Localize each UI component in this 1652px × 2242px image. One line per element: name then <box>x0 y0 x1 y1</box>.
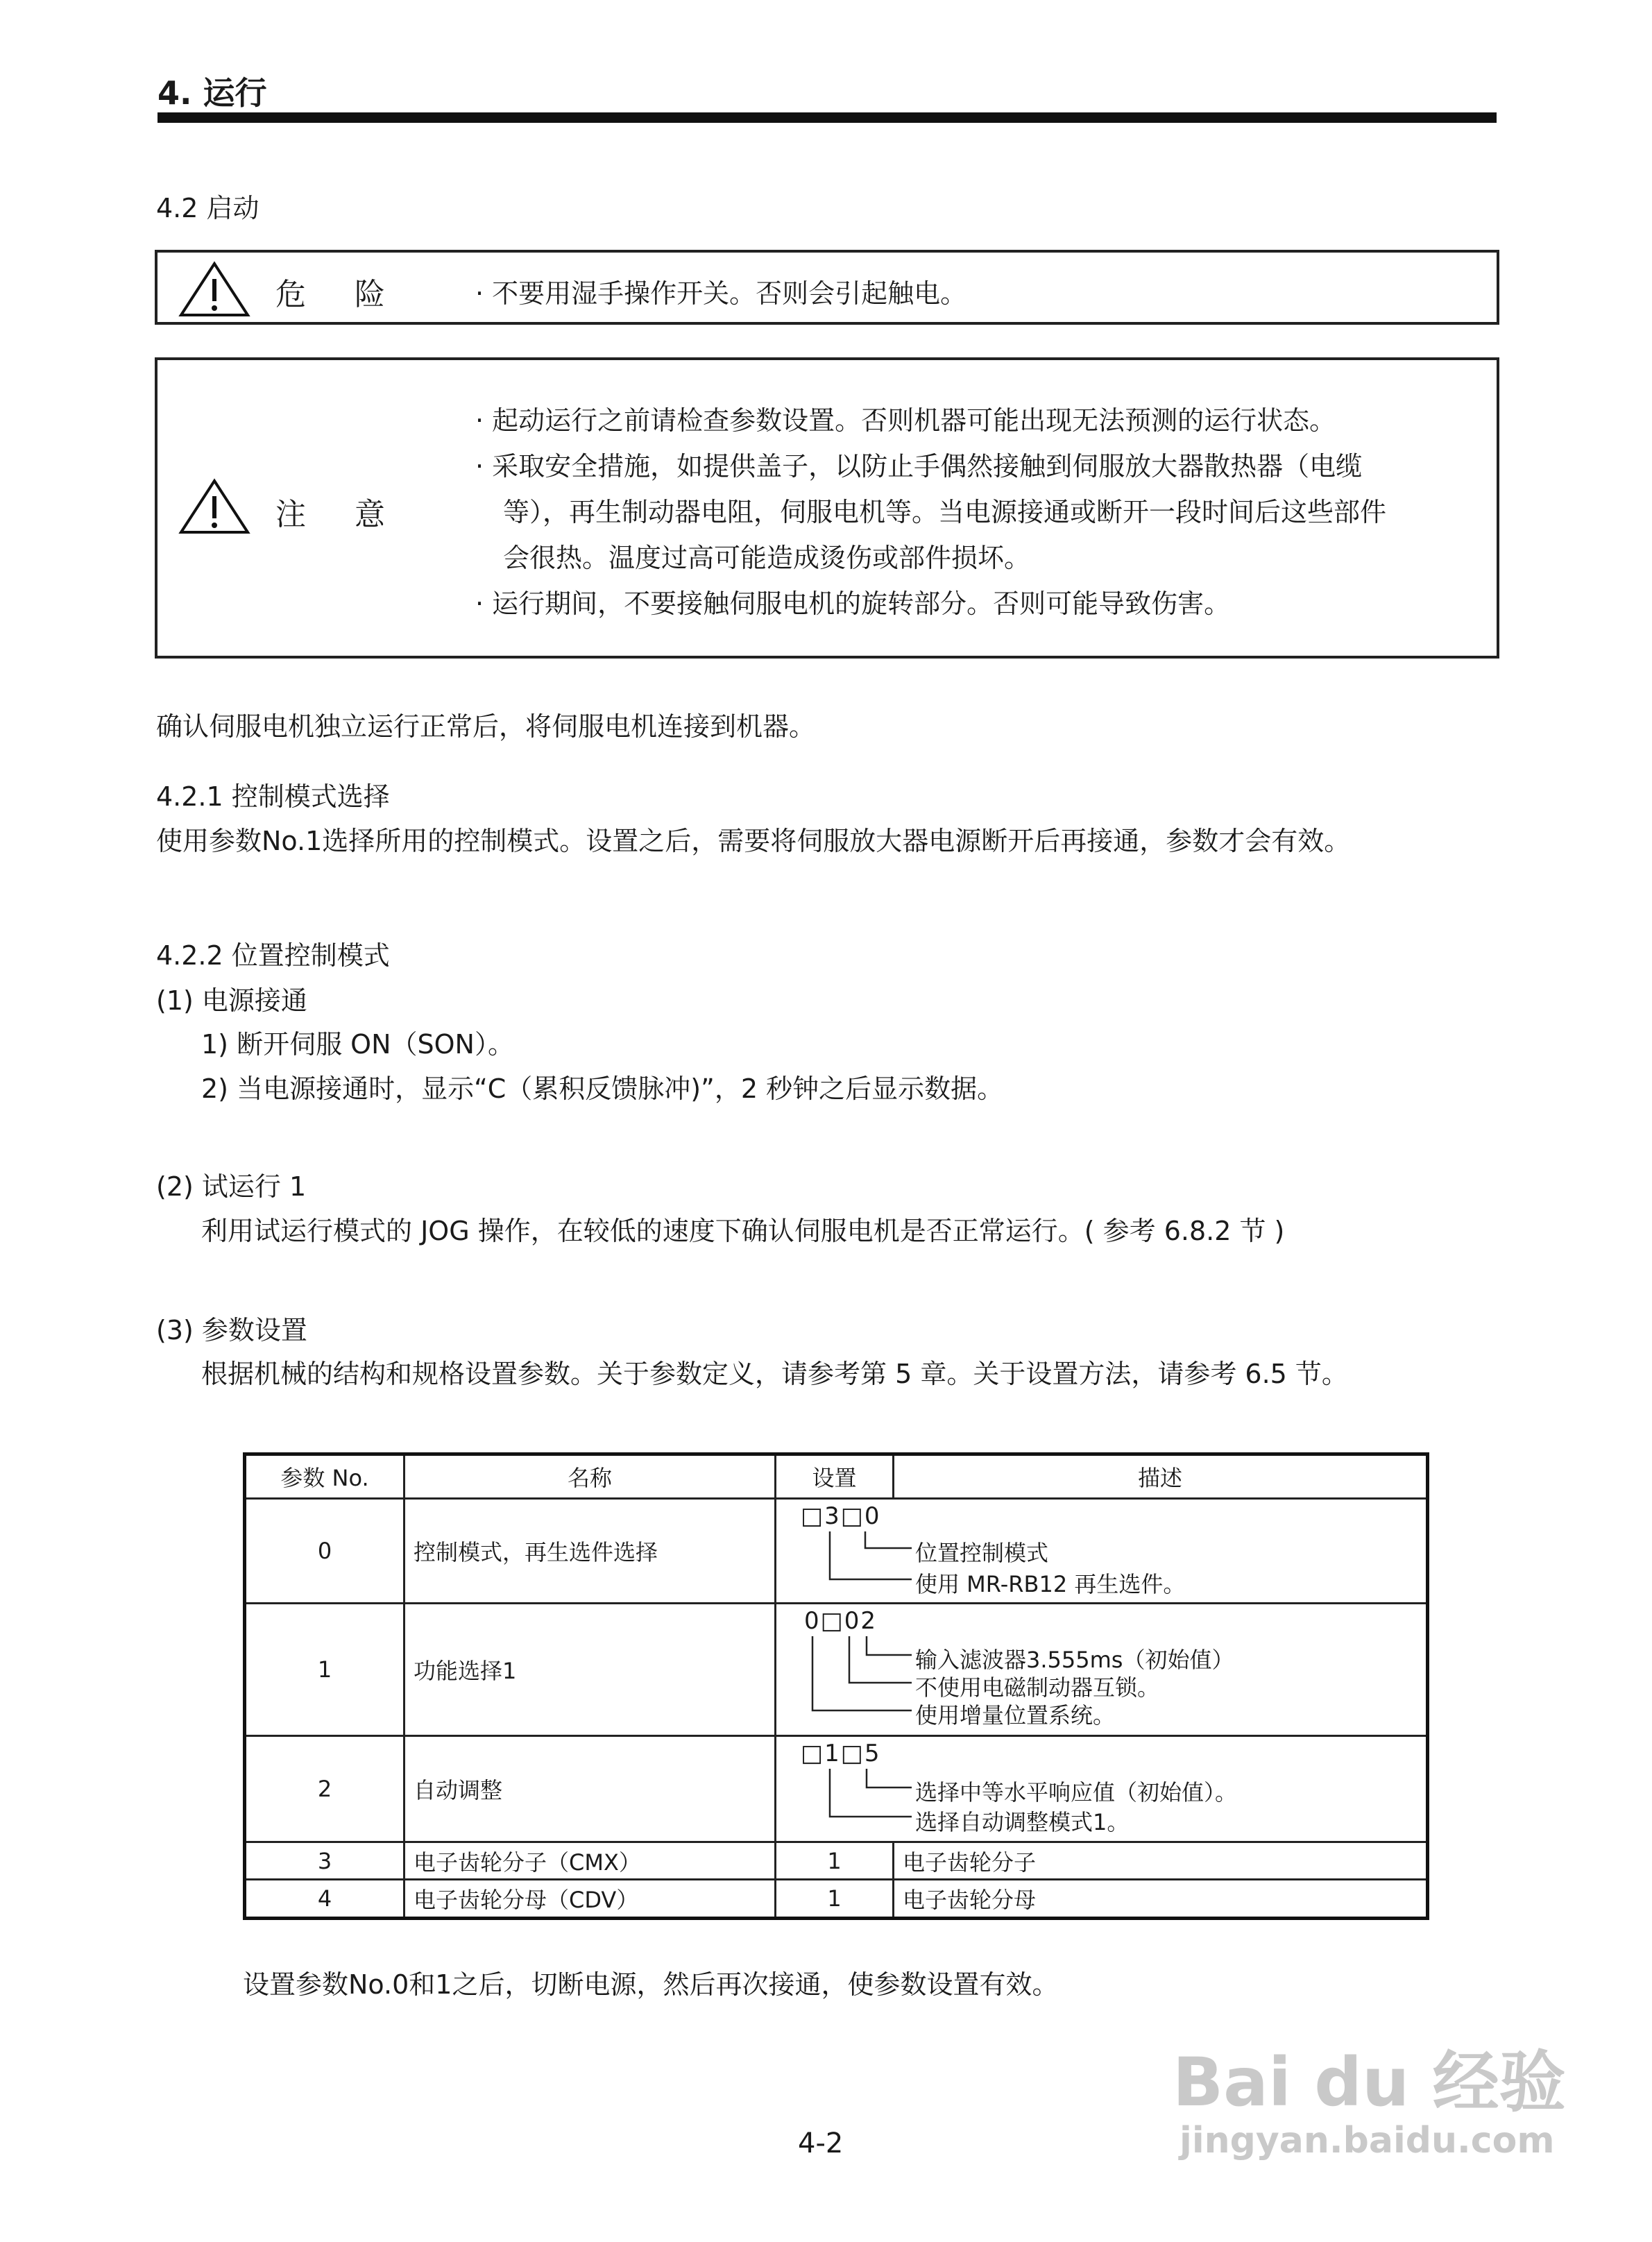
th-name: 名称 <box>405 1454 776 1499</box>
caution-line-3: 等），再生制动器电阻，伺服电机等。当电源接通或断开一段时间后这些部件 <box>503 497 1387 527</box>
table-row <box>245 1604 1428 1736</box>
watermark-url: jingyan.baidu.com <box>1180 2120 1555 2162</box>
caution-line-1: · 起动运行之前请检查参数设置。否则机器可能出现无法预测的运行状态。 <box>475 405 1336 436</box>
s422-title: 4.2.2 位置控制模式 <box>156 940 390 971</box>
param-setting-desc <box>776 1736 1428 1842</box>
th-no: 参数 No. <box>245 1454 405 1499</box>
p1-title: (1) 电源接通 <box>156 985 307 1016</box>
param-no: 4 <box>245 1880 405 1919</box>
param-name: 电子齿轮分母（CDV） <box>405 1880 776 1919</box>
table-row <box>245 1842 1428 1880</box>
s421-title: 4.2.1 控制模式选择 <box>156 781 390 812</box>
param-setting-desc <box>776 1499 1428 1604</box>
chapter-title: 4. 运行 <box>157 74 267 112</box>
p2-title: (2) 试运行 1 <box>156 1171 307 1202</box>
danger-box <box>155 250 1499 325</box>
intro-text: 确认伺服电机独立运行正常后，将伺服电机连接到机器。 <box>156 711 816 742</box>
param-name: 电子齿轮分子（CMX） <box>405 1842 776 1880</box>
caution-line-4: 会很热。温度过高可能造成烫伤或部件损坏。 <box>503 543 1031 573</box>
desc-line: 电子齿轮分母 <box>894 1880 1428 1919</box>
setting-value: □1□5 <box>801 1740 881 1767</box>
caution-label: 注 意 <box>275 497 405 532</box>
param-no: 3 <box>245 1842 405 1880</box>
desc-line: 选择自动调整模式1。 <box>915 1809 1130 1835</box>
param-name: 自动调整 <box>405 1736 776 1842</box>
p1-item-2: 2) 当电源接通时，显示“C（累积反馈脉冲)”，2 秒钟之后显示数据。 <box>201 1073 1004 1104</box>
setting-value: □3□0 <box>801 1502 881 1530</box>
param-no: 0 <box>245 1499 405 1604</box>
setting-value: 1 <box>776 1880 894 1919</box>
th-setting: 设置 <box>776 1454 894 1499</box>
setting-value: 1 <box>776 1842 894 1880</box>
caution-line-2: · 采取安全措施，如提供盖子，以防止手偶然接触到伺服放大器散热器（电缆 <box>475 451 1363 482</box>
table-row <box>245 1499 1428 1604</box>
desc-line: 选择中等水平响应值（初始值）。 <box>915 1779 1238 1806</box>
p3-text: 根据机械的结构和规格设置参数。关于参数定义，请参考第 5 章。关于设置方法，请参考 6.5 节。 <box>201 1359 1348 1389</box>
p2-text: 利用试运行模式的 JOG 操作，在较低的速度下确认伺服电机是否正常运行。( 参考 6.8.2 节 ) <box>201 1216 1285 1246</box>
param-no: 2 <box>245 1736 405 1842</box>
caution-box <box>155 357 1499 659</box>
param-name: 功能选择1 <box>405 1604 776 1736</box>
desc-line: 不使用电磁制动器互锁。 <box>915 1674 1160 1701</box>
desc-line: 位置控制模式 <box>915 1540 1049 1566</box>
param-setting-desc <box>776 1604 1428 1736</box>
param-no: 1 <box>245 1604 405 1736</box>
p1-item-1: 1) 断开伺服 ON（SON）。 <box>201 1029 514 1060</box>
page-number: 4-2 <box>798 2128 844 2159</box>
watermark-brand: Bai du 经验 <box>1173 2044 1566 2121</box>
s421-text: 使用参数No.1选择所用的控制模式。设置之后，需要将伺服放大器电源断开后再接通，参数才会有效。 <box>156 826 1351 856</box>
desc-line: 电子齿轮分子 <box>894 1842 1428 1880</box>
table-row <box>245 1880 1428 1919</box>
table-header-row <box>245 1454 1428 1499</box>
param-name: 控制模式，再生选件选择 <box>405 1499 776 1604</box>
warning-triangle-icon <box>178 261 250 318</box>
desc-line: 输入滤波器3.555ms（初始值） <box>915 1647 1234 1673</box>
caution-line-5: · 运行期间，不要接触伺服电机的旋转部分。否则可能导致伤害。 <box>475 588 1231 619</box>
header-rule <box>157 112 1497 123</box>
th-desc: 描述 <box>894 1454 1428 1499</box>
desc-line: 使用 MR-RB12 再生选件。 <box>915 1571 1186 1597</box>
setting-value: 0□02 <box>804 1607 878 1635</box>
table-row <box>245 1736 1428 1842</box>
caution-triangle-icon <box>178 478 250 535</box>
parameter-table <box>243 1452 1429 1920</box>
p3-title: (3) 参数设置 <box>156 1315 307 1345</box>
section-title: 4.2 启动 <box>156 193 259 223</box>
after-table-text: 设置参数No.0和1之后，切断电源，然后再次接通，使参数设置有效。 <box>243 1969 1059 2000</box>
danger-label: 危 险 <box>275 277 405 312</box>
danger-text: · 不要用湿手操作开关。否则会引起触电。 <box>475 278 967 309</box>
desc-line: 使用增量位置系统。 <box>915 1702 1116 1729</box>
